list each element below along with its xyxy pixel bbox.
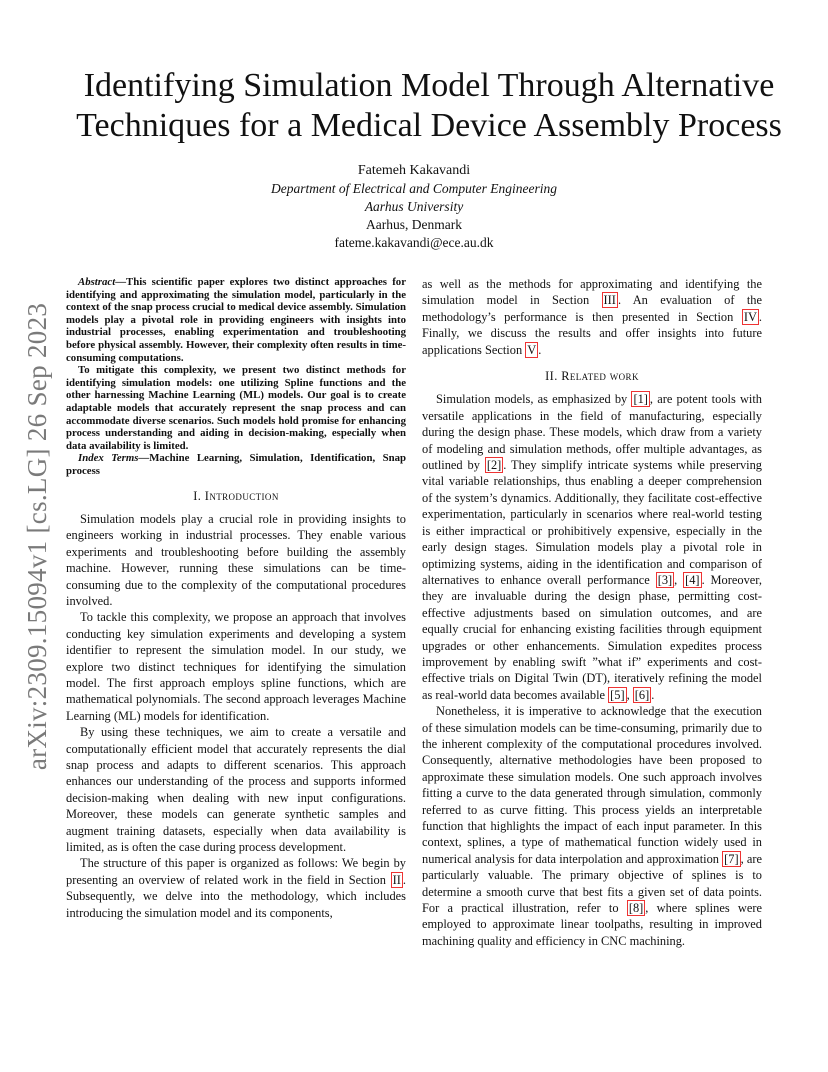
intro-paragraph-2: To tackle this complexity, we propose an approach that involves conducting key simulation experiments and developing a system identifier to represent the simulation model. In our study, we explore two distinct techniques for identifying the simulation model. The first approach employs spline functions, which are mathematical polynomials. The second approach leverages Machine Learning (ML) models for identification. (66, 610, 406, 723)
section-number: I. (193, 488, 205, 503)
title-line-1: Identifying Simulation Model Through Alternative (83, 67, 775, 104)
section-link-ii[interactable]: II (392, 872, 401, 887)
text: , where splines were employed to approximate linear toolpaths, resulting in improved machining quality and efficiency in CNC machining. (422, 901, 762, 948)
author-university: Aarhus University (364, 199, 464, 214)
citation-3[interactable]: [3] (657, 572, 673, 587)
abstract (66, 276, 406, 478)
text: . Moreover, they are invaluable during the design phase, permitting cost-effective adjustments based on simulation outcomes, and are equally crucial for enhancing existing facilities through equipment upgrades or other enhancements. Simulation expedites process improvement by enabling swift ”what if” experiments and cost-effective trials on Digital Twin (DT), iteratively refining the model as real-world data becomes available (422, 572, 762, 702)
author-name: Fatemeh Kakavandi (357, 163, 471, 178)
section-link-v[interactable]: V (527, 342, 537, 357)
text: . Finally, we discuss the results and offer insights into future applications Section (422, 309, 762, 357)
text: , are particularly valuable. The primary objective of splines is to determine a smooth curve that best fits a given set of data points. For a practical illustration, refer to (422, 851, 762, 916)
section-title: Introduction (204, 488, 279, 503)
abstract-label: Abstract (78, 276, 116, 288)
abstract-paragraph-2: To mitigate this complexity, we present two distinct methods for identifying simulation models: one utilizing Spline functions and the other harnessing Machine Learning (ML) models. Our goal is to create adaptable models that accurately represent the snap process and can accommodate diverse scenarios. Such models hold promise for enhancing process understanding and aiding in decision-making, especially when data availability is limited. (66, 364, 406, 452)
section-title: Related work (561, 369, 639, 384)
citation-4[interactable]: [4] (685, 572, 700, 587)
text: Simulation models, as emphasized by (436, 392, 632, 407)
intro-paragraph-1: Simulation models play a crucial role in providing insights to engineers working in industrial processes. They enable various experiments and troubleshooting before building the assembly machine. However, running these simulations can be time-consuming due to the complexity of the computational procedures involved. (66, 511, 406, 608)
index-terms-text: —Machine Learning, Simulation, Identification, Snap process (66, 452, 406, 477)
intro-paragraph-3: By using these techniques, we aim to create a versatile and computationally efficient model that accurately represents the dial snap process and adapts to different scenarios. This approach enhances our understanding of the process and supports informed decision-making when dealing with new input configurations. Moreover, these models can generate synthetic samples and augment training datasets, especially when data availability is limited, as is often the case during process development. (66, 725, 406, 855)
section-number: II. (545, 369, 562, 384)
text: Nonetheless, it is imperative to acknowledge that the execution of these simulation models can be time-consuming, primarily due to the inherent complexity of the computational procedures involved. Consequently, alternative methodologies have been proposed to approximate these simulation models. One such approach involves fitting a curve to the data generated through simulation, commonly referred to as curve fitting. This process yields an interpretable function that highlights the impact of each input parameter. In this context, splines, a type of mathematical function widely used in numerical analysis for data interpolation and approximation (422, 704, 762, 866)
author-department: Department of Electrical and Computer Engineering (270, 181, 558, 196)
arxiv-sidebar (18, 20, 58, 1052)
citation-5[interactable]: [5] (610, 687, 625, 702)
author-block (150, 162, 678, 252)
paper-title (40, 66, 818, 146)
intro-paragraph-4 (66, 855, 406, 921)
text: . Subsequently, we delve into the methodology, which includes introducing the simulation model and its components, (66, 872, 406, 920)
citation-2[interactable]: [2] (486, 458, 502, 473)
section-link-iv[interactable]: IV (743, 309, 757, 324)
text: , (626, 687, 633, 702)
text: . They simplify intricate systems while preserving vital variable relationships, thus enabling a deeper comprehension of the system’s dynamics. Additionally, they facilitate cost-effective experimentation, particularly in scenarios where real-world testing is either impractical or prohibitively expensive, especially in the early design stages. Simulation models play a pivotal role in optimizing systems, aiding in the identification and comparison of alternatives to enhance overall performance (422, 458, 762, 587)
abstract-text-1: —This scientific paper explores two distinct approaches for identifying and approximating the simulation model, particularly in the context of the snap process crucial to medical device assembly. Simulation models play a pivotal role in providing engineers with insights into industrial processes, enabling experimentation and troubleshooting before physical assembly. However, their complexity often results in time-consuming computations. (66, 276, 406, 364)
title-line-2: Techniques for a Medical Device Assembly Process (76, 107, 782, 144)
text: . An evaluation of the methodology’s performance is then presented in Section (422, 293, 763, 324)
text: as well as the methods for approximating and identifying the simulation model in Section (422, 277, 762, 308)
index-terms (66, 452, 406, 477)
citation-1[interactable]: [1] (633, 392, 648, 407)
text: , (674, 572, 684, 587)
citation-7[interactable]: [7] (724, 851, 739, 866)
right-column (422, 276, 762, 949)
intro-continuation (422, 276, 762, 358)
text: . (651, 687, 655, 702)
arxiv-identifier: arXiv:2309.15094v1 [cs.LG] 26 Sep 2023 (22, 302, 53, 770)
text: . (538, 342, 542, 357)
left-column (66, 276, 406, 921)
section-heading-introduction (66, 488, 406, 504)
section-link-iii[interactable]: III (603, 293, 616, 308)
index-terms-label: Index Terms (78, 452, 139, 465)
section-heading-related-work (422, 368, 762, 384)
related-paragraph-2 (422, 703, 762, 949)
abstract-paragraph-1 (66, 276, 406, 364)
author-location: Aarhus, Denmark (366, 217, 462, 232)
citation-8[interactable]: [8] (628, 901, 644, 916)
text: , are potent tools with versatile applications in the field of manufacturing, especially during the design phase. These models, which draw from a variety of modeling and simulation methods, offer multiple advantages, as outlined by (422, 392, 762, 473)
related-paragraph-1 (422, 391, 762, 703)
author-email: fateme.kakavandi@ece.au.dk (334, 235, 494, 250)
citation-6[interactable]: [6] (634, 687, 650, 702)
text: The structure of this paper is organized as follows: We begin by presenting an overview of related work in the field in Section (66, 856, 406, 887)
